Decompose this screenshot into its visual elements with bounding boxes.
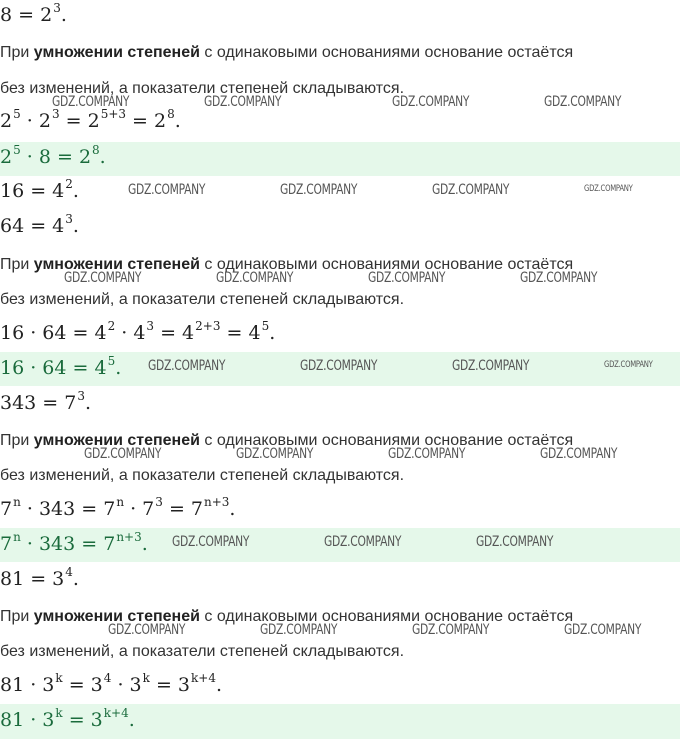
watermark: GDZ.COMPANY [412, 622, 490, 638]
answer-equation: $2^5 \cdot 8 = 2^8$. [0, 143, 106, 168]
rule-text: При умножении степеней с одинаковыми основаниями основание остаётся [0, 44, 574, 61]
equation: $8 = 2^3$. [0, 1, 67, 26]
equation: $2^5 \cdot 2^3 = 2^{5+3} = 2^8$. [0, 107, 181, 132]
watermark: GDZ.COMPANY [564, 622, 642, 638]
watermark: GDZ.COMPANY [52, 94, 130, 110]
watermark: GDZ.COMPANY [236, 446, 314, 462]
equation: $343 = 7^3$. [0, 389, 92, 414]
watermark: GDZ.COMPANY [368, 270, 446, 286]
watermark: GDZ.COMPANY [544, 94, 622, 110]
watermark: GDZ.COMPANY [204, 94, 282, 110]
watermark: GDZ.COMPANY [540, 446, 618, 462]
watermark: GDZ.COMPANY [520, 270, 598, 286]
watermark: GDZ.COMPANY [216, 270, 294, 286]
watermark: GDZ.COMPANY [452, 358, 530, 374]
rule-text: без изменений, а показатели степеней складываются. [0, 643, 405, 660]
watermark: GDZ.COMPANY [148, 358, 226, 374]
equation: $81 = 3^4$. [0, 565, 79, 590]
watermark: GDZ.COMPANY [84, 446, 162, 462]
rule-text: без изменений, а показатели степеней складываются. [0, 467, 405, 484]
watermark: GDZ.COMPANY [324, 534, 402, 550]
watermark: GDZ.COMPANY [260, 622, 338, 638]
watermark: GDZ.COMPANY [388, 446, 466, 462]
watermark: GDZ.COMPANY [172, 534, 250, 550]
answer-equation: $7^n \cdot 343 = 7^{n+3}$. [0, 530, 148, 555]
equation: $7^n \cdot 343 = 7^n \cdot 7^3 = 7^{n+3}$. [0, 495, 236, 520]
rule-text: При умножении степеней с одинаковыми основаниями основание остаётся [0, 256, 574, 273]
equation: $16 = 4^2$. [0, 177, 79, 202]
watermark: GDZ.COMPANY [64, 270, 142, 286]
rule-text: без изменений, а показатели степеней складываются. [0, 291, 405, 308]
watermark: GDZ.COMPANY [476, 534, 554, 550]
watermark: GDZ.COMPANY [280, 182, 358, 198]
rule-text: без изменений, а показатели степеней складываются. [0, 80, 405, 97]
watermark: GDZ.COMPANY [604, 360, 653, 370]
watermark: GDZ.COMPANY [584, 184, 633, 194]
watermark: GDZ.COMPANY [432, 182, 510, 198]
equation: $64 = 4^3$. [0, 212, 79, 237]
equation: $81 \cdot 3^k = 3^4 \cdot 3^k = 3^{k+4}$. [0, 671, 223, 696]
rule-text: При умножении степеней с одинаковыми основаниями основание остаётся [0, 432, 574, 449]
watermark: GDZ.COMPANY [392, 94, 470, 110]
answer-equation: $81 \cdot 3^k = 3^{k+4}$. [0, 706, 135, 731]
watermark: GDZ.COMPANY [300, 358, 378, 374]
equation: $16 \cdot 64 = 4^2 \cdot 4^3 = 4^{2+3} = 4^5$. [0, 319, 276, 344]
answer-equation: $16 \cdot 64 = 4^5$. [0, 354, 122, 379]
rule-text: При умножении степеней с одинаковыми основаниями основание остаётся [0, 608, 574, 625]
watermark: GDZ.COMPANY [128, 182, 206, 198]
watermark: GDZ.COMPANY [108, 622, 186, 638]
